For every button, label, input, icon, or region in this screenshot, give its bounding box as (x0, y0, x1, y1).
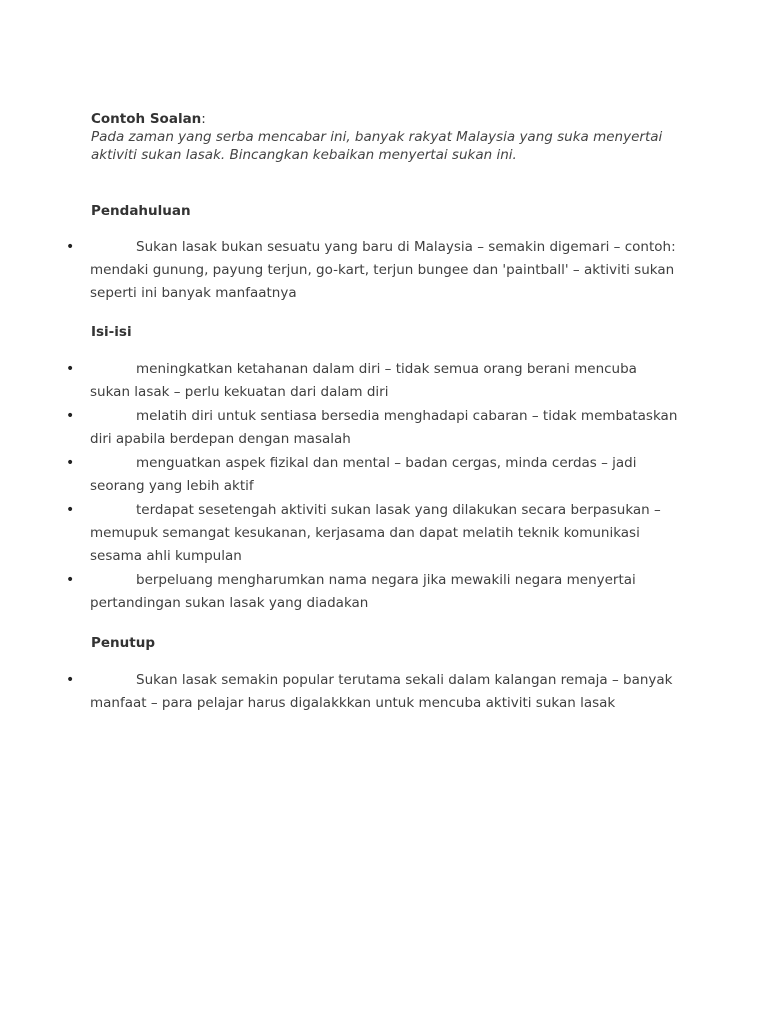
heading-penutup: Penutup (91, 635, 155, 651)
intro-list (0, 236, 768, 306)
list-item (0, 405, 768, 451)
list-item (0, 358, 768, 404)
body-list (0, 358, 768, 616)
sample-question (91, 110, 711, 164)
bullet-icon: • (66, 408, 75, 424)
heading-pendahuluan: Pendahuluan (91, 203, 191, 219)
list-item-text: Sukan lasak bukan sesuatu yang baru di Malaysia – semakin digemari – contoh: mendaki gunung, payung terjun, go-kart, terjun bungee dan 'paintball' – aktiviti sukan seperti ini banyak manfaatnya (90, 239, 676, 301)
list-item (0, 669, 768, 715)
list-item (0, 452, 768, 498)
question-label-colon: : (201, 111, 206, 127)
bullet-icon: • (66, 572, 75, 588)
list-item (0, 236, 768, 305)
question-text: Pada zaman yang serba mencabar ini, banyak rakyat Malaysia yang suka menyertai aktiviti sukan lasak. Bincangkan kebaikan menyertai sukan ini. (91, 129, 663, 163)
list-item-text: meningkatkan ketahanan dalam diri – tidak semua orang berani mencuba sukan lasak – perlu kekuatan dari dalam diri (90, 361, 637, 400)
list-item-text: menguatkan aspek fizikal dan mental – badan cergas, minda cerdas – jadi seorang yang lebih aktif (90, 455, 637, 494)
list-item-text: melatih diri untuk sentiasa bersedia menghadapi cabaran – tidak membataskan diri apabila berdepan dengan masalah (90, 408, 678, 447)
bullet-icon: • (66, 455, 75, 471)
list-item-text: Sukan lasak semakin popular terutama sekali dalam kalangan remaja – banyak manfaat – para pelajar harus digalakkkan untuk mencuba aktiviti sukan lasak (90, 672, 673, 711)
bullet-icon: • (66, 502, 75, 518)
list-item-text: terdapat sesetengah aktiviti sukan lasak yang dilakukan secara berpasukan – memupuk semangat kesukanan, kerjasama dan dapat melatih teknik komunikasi sesama ahli kumpulan (90, 502, 661, 564)
bullet-icon: • (66, 672, 75, 688)
bullet-icon: • (66, 361, 75, 377)
question-label-line (91, 110, 711, 128)
list-item-text: berpeluang mengharumkan nama negara jika mewakili negara menyertai pertandingan sukan lasak yang diadakan (90, 572, 636, 611)
list-item (0, 569, 768, 615)
closing-list (0, 669, 768, 716)
list-item (0, 499, 768, 568)
bullet-icon: • (66, 239, 75, 255)
question-label: Contoh Soalan (91, 111, 202, 127)
heading-isi-isi: Isi-isi (91, 324, 132, 340)
